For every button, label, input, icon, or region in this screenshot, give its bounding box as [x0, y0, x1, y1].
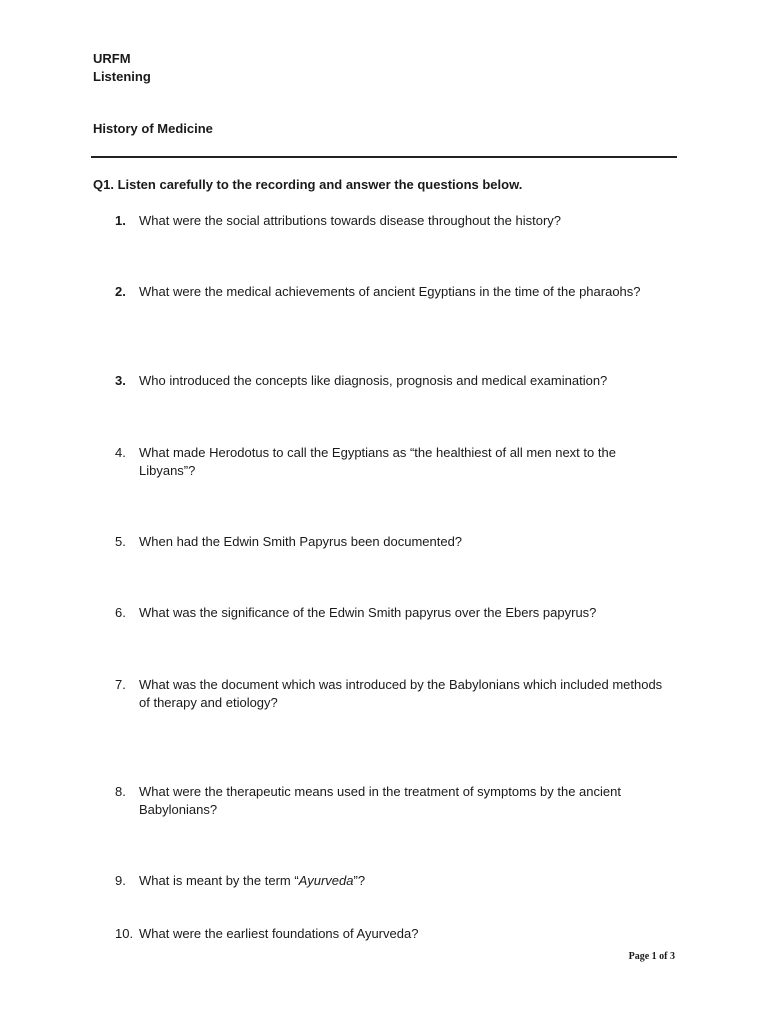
page-total: 3: [670, 951, 675, 962]
question-number: 6.: [115, 605, 126, 620]
page-current: 1: [651, 951, 657, 962]
header-block: [93, 50, 151, 86]
horizontal-divider: [91, 156, 677, 158]
question-text: When had the Edwin Smith Papyrus been documented?: [139, 534, 463, 549]
question-text: What were the earliest foundations of Ayurveda?: [139, 926, 419, 941]
question-number: 2.: [115, 284, 126, 299]
page-label: Page: [628, 951, 650, 962]
question-number: 9.: [115, 873, 126, 888]
question-text: What were the therapeutic means used in the treatment of symptoms by the ancient Babylonians?: [139, 784, 621, 817]
question-item: [115, 212, 675, 230]
page-footer: [629, 951, 675, 962]
instruction-text: Q1. Listen carefully to the recording and answer the questions below.: [93, 177, 523, 192]
question-item: [115, 604, 675, 622]
question-item: [115, 676, 675, 712]
question-number: 4.: [115, 445, 126, 460]
question-text-after: ”?: [353, 873, 366, 888]
question-item: [115, 283, 675, 301]
question-item: [115, 872, 675, 890]
question-item: [115, 372, 675, 390]
question-number: 8.: [115, 784, 126, 799]
question-text: What was the document which was introduced by the Babylonians which included methods of therapy and etiology?: [139, 677, 663, 710]
question-item: [115, 533, 675, 551]
ayurveda-term: Ayurveda: [298, 873, 354, 888]
question-text: What was the significance of the Edwin Smith papyrus over the Ebers papyrus?: [139, 605, 597, 620]
question-text: What were the social attributions towards disease throughout the history?: [139, 213, 562, 228]
question-number: 10.: [115, 926, 134, 941]
question-number: 1.: [115, 213, 126, 228]
section-name: Listening: [93, 69, 151, 84]
question-text: Who introduced the concepts like diagnosis, prognosis and medical examination?: [139, 373, 608, 388]
question-number: 5.: [115, 534, 126, 549]
question-text-before: What is meant by the term “: [139, 873, 299, 888]
question-text: What were the medical achievements of ancient Egyptians in the time of the pharaohs?: [139, 284, 641, 299]
of-label: of: [659, 951, 668, 962]
document-title: History of Medicine: [93, 121, 213, 136]
question-text: [139, 872, 675, 890]
question-text: What made Herodotus to call the Egyptians as “the healthiest of all men next to the Libyans”?: [139, 445, 616, 478]
question-number: 3.: [115, 373, 126, 388]
question-item: [115, 444, 675, 480]
question-item: [115, 783, 675, 819]
question-number: 7.: [115, 677, 126, 692]
question-item: [115, 925, 675, 943]
course-code: URFM: [93, 51, 131, 66]
